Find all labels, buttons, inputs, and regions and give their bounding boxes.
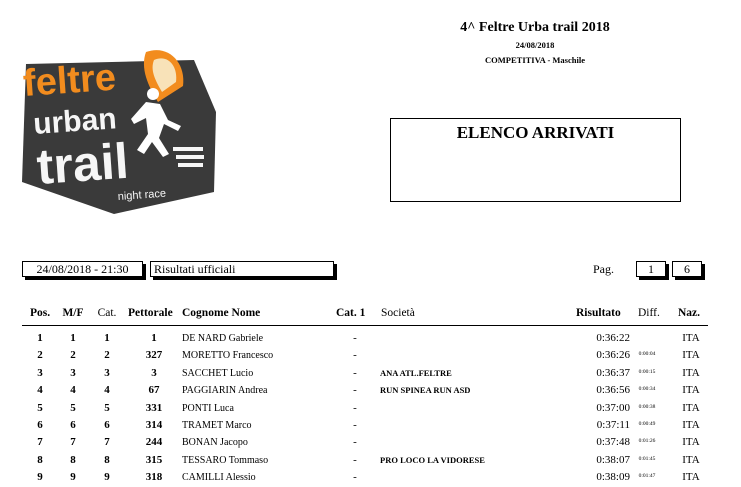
cell-mf: 8 bbox=[70, 453, 76, 466]
cell-pettorale: 331 bbox=[145, 401, 163, 414]
cell-naz: ITA bbox=[682, 471, 700, 484]
cell-risultato: 0:36:37 bbox=[596, 366, 630, 379]
cell-cat1: - bbox=[353, 366, 357, 379]
col-header-naz: Naz. bbox=[678, 307, 701, 319]
col-header-mf: M/F bbox=[62, 307, 84, 319]
col-header-pos: Pos. bbox=[29, 307, 51, 319]
cell-cat: 9 bbox=[104, 471, 110, 484]
cell-cat: 7 bbox=[104, 436, 110, 449]
cell-pettorale: 327 bbox=[145, 349, 163, 362]
cell-risultato: 0:38:07 bbox=[596, 453, 630, 466]
cell-diff: 0:00:49 bbox=[638, 420, 656, 427]
cell-mf: 2 bbox=[70, 349, 76, 362]
cell-nome: PONTI Luca bbox=[182, 402, 234, 414]
cell-societa: RUN SPINEA RUN ASD bbox=[380, 385, 471, 396]
cell-naz: ITA bbox=[682, 453, 700, 466]
cell-cat1: - bbox=[353, 332, 357, 344]
table-row bbox=[0, 452, 741, 469]
cell-naz: ITA bbox=[682, 332, 700, 344]
cell-pettorale: 3 bbox=[151, 366, 157, 379]
table-row bbox=[0, 330, 741, 347]
logo-word-feltre: feltre bbox=[21, 56, 118, 105]
cell-societa: ANA ATL.FELTRE bbox=[380, 367, 452, 378]
cell-nome: BONAN Jacopo bbox=[182, 437, 248, 449]
cell-cat: 3 bbox=[104, 366, 110, 379]
page-total-field: 6 bbox=[672, 261, 702, 277]
cell-naz: ITA bbox=[682, 418, 700, 431]
cell-diff: 0:00:38 bbox=[638, 403, 656, 410]
cell-cat: 4 bbox=[104, 384, 110, 397]
cell-diff: 0:01:26 bbox=[638, 438, 656, 445]
cell-pettorale: 244 bbox=[145, 436, 163, 449]
cell-cat1: - bbox=[353, 453, 357, 466]
cell-cat1: - bbox=[353, 418, 357, 431]
event-category: COMPETITIVA - Maschile bbox=[485, 55, 585, 65]
cell-cat1: - bbox=[353, 384, 357, 397]
cell-diff: 0:01:45 bbox=[638, 455, 656, 462]
logo-word-urban: urban bbox=[32, 102, 118, 141]
table-row bbox=[0, 400, 741, 417]
cell-nome: TRAMET Marco bbox=[182, 419, 252, 431]
header-divider bbox=[22, 325, 708, 326]
cell-nome: CAMILLI Alessio bbox=[182, 472, 256, 484]
col-header-diff: Diff. bbox=[638, 307, 660, 319]
col-header-societa: Società bbox=[381, 307, 415, 319]
cell-cat1: - bbox=[353, 436, 357, 449]
cell-pos: 7 bbox=[37, 436, 43, 449]
table-row bbox=[0, 365, 741, 382]
cell-naz: ITA bbox=[682, 436, 700, 449]
cell-mf: 6 bbox=[70, 418, 76, 431]
cell-naz: ITA bbox=[682, 401, 700, 414]
event-logo bbox=[18, 42, 223, 217]
list-title: ELENCO ARRIVATI bbox=[456, 123, 615, 142]
cell-mf: 7 bbox=[70, 436, 76, 449]
table-row bbox=[0, 347, 741, 364]
cell-pos: 8 bbox=[37, 453, 43, 466]
cell-cat1: - bbox=[353, 401, 357, 414]
page-label: Pag. bbox=[593, 262, 614, 276]
cell-risultato: 0:37:48 bbox=[596, 436, 630, 449]
col-header-cat: Cat. bbox=[97, 307, 117, 319]
logo-word-trail: trail bbox=[34, 132, 131, 195]
status-field: Risultati ufficiali bbox=[150, 261, 334, 277]
cell-nome: SACCHET Lucio bbox=[182, 367, 254, 379]
table-row bbox=[0, 417, 741, 434]
cell-pos: 5 bbox=[37, 401, 43, 414]
cell-mf: 5 bbox=[70, 401, 76, 414]
cell-nome: PAGGIARIN Andrea bbox=[182, 385, 268, 397]
cell-diff: 0:00:04 bbox=[638, 351, 656, 358]
event-date: 24/08/2018 bbox=[515, 40, 555, 50]
cell-mf: 4 bbox=[70, 384, 76, 397]
cell-cat1: - bbox=[353, 471, 357, 484]
print-datetime-field: 24/08/2018 - 21:30 bbox=[22, 261, 143, 277]
col-header-nome: Cognome Nome bbox=[182, 307, 261, 319]
cell-mf: 1 bbox=[70, 332, 76, 344]
cell-risultato: 0:37:00 bbox=[596, 401, 630, 414]
cell-naz: ITA bbox=[682, 366, 700, 379]
table-row bbox=[0, 469, 741, 486]
cell-risultato: 0:37:11 bbox=[596, 418, 630, 431]
cell-nome: MORETTO Francesco bbox=[182, 350, 274, 362]
cell-pos: 9 bbox=[37, 471, 43, 484]
table-row bbox=[0, 434, 741, 451]
cell-pettorale: 315 bbox=[145, 453, 163, 466]
cell-risultato: 0:36:26 bbox=[596, 349, 630, 362]
col-header-risultato: Risultato bbox=[576, 307, 621, 319]
cell-cat: 8 bbox=[104, 453, 110, 466]
cell-cat: 6 bbox=[104, 418, 110, 431]
cell-cat1: - bbox=[353, 349, 357, 362]
logo-tag-night-race: night race bbox=[117, 187, 167, 203]
cell-mf: 9 bbox=[70, 471, 76, 484]
cell-pos: 3 bbox=[37, 366, 43, 379]
col-header-cat1: Cat. 1 bbox=[336, 307, 366, 319]
event-title: 4^ Feltre Urba trail 2018 bbox=[460, 20, 610, 35]
cell-diff: 0:00:15 bbox=[638, 368, 656, 375]
cell-pos: 4 bbox=[37, 384, 43, 397]
cell-nome: TESSARO Tommaso bbox=[182, 454, 269, 466]
cell-pettorale: 1 bbox=[151, 332, 157, 344]
cell-pos: 2 bbox=[37, 349, 43, 362]
cell-risultato: 0:36:56 bbox=[596, 384, 630, 397]
list-title-box bbox=[390, 118, 681, 202]
cell-diff: 0:00:34 bbox=[638, 386, 656, 393]
cell-naz: ITA bbox=[682, 384, 700, 397]
cell-pos: 6 bbox=[37, 418, 43, 431]
results-rows bbox=[0, 330, 741, 487]
logo-graphic bbox=[18, 42, 223, 217]
cell-pos: 1 bbox=[37, 332, 43, 344]
cell-pettorale: 314 bbox=[145, 418, 163, 431]
page-current-field: 1 bbox=[636, 261, 666, 277]
cell-nome: DE NARD Gabriele bbox=[182, 333, 264, 344]
cell-diff: 0:01:47 bbox=[638, 473, 656, 480]
cell-cat: 5 bbox=[104, 401, 110, 414]
cell-societa: PRO LOCO LA VIDORESE bbox=[380, 454, 485, 465]
cell-pettorale: 67 bbox=[148, 384, 160, 397]
cell-risultato: 0:36:22 bbox=[596, 332, 630, 344]
cell-cat: 2 bbox=[104, 349, 110, 362]
cell-mf: 3 bbox=[70, 366, 76, 379]
table-row bbox=[0, 382, 741, 399]
cell-risultato: 0:38:09 bbox=[596, 471, 630, 484]
cell-cat: 1 bbox=[104, 332, 110, 344]
cell-naz: ITA bbox=[682, 349, 700, 362]
cell-pettorale: 318 bbox=[145, 471, 163, 484]
col-header-pettorale: Pettorale bbox=[128, 307, 173, 319]
